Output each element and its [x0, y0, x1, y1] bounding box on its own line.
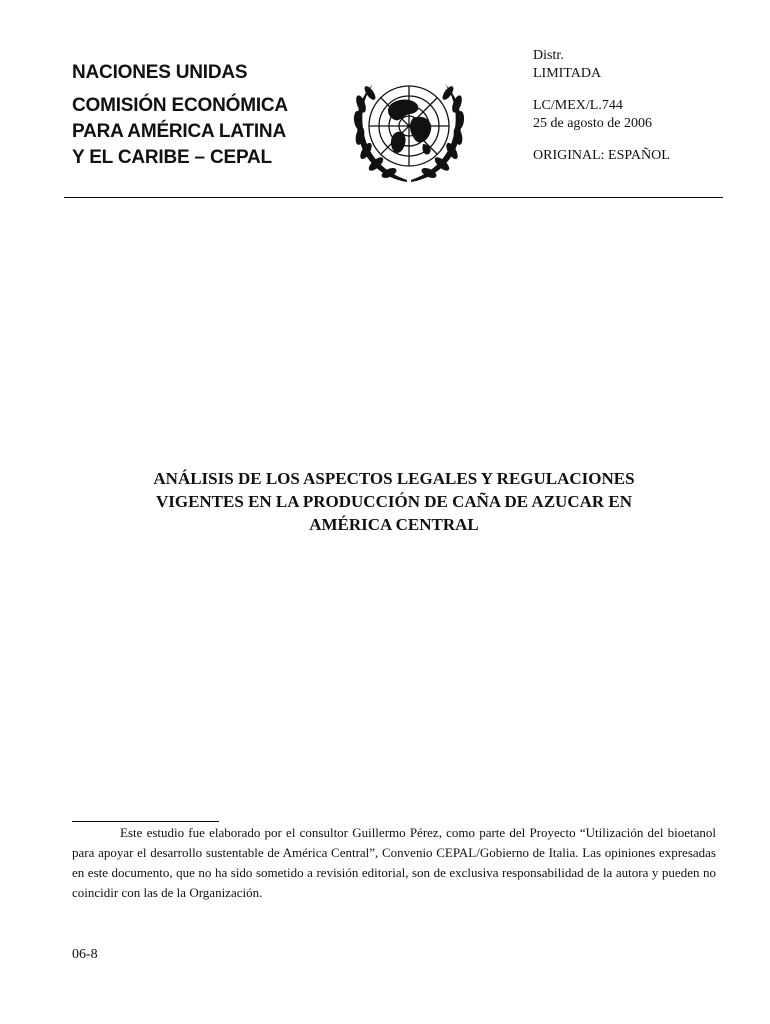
organization-block	[72, 60, 288, 171]
title-line: AMÉRICA CENTRAL	[309, 515, 479, 534]
title-line: ANÁLISIS DE LOS ASPECTOS LEGALES Y REGULACIONES	[153, 469, 635, 488]
commission-name	[72, 93, 288, 171]
distribution-group	[533, 47, 670, 83]
commission-line: PARA AMÉRICA LATINA	[72, 121, 286, 142]
document-symbol: LC/MEX/L.744	[533, 98, 623, 113]
commission-line: COMISIÓN ECONÓMICA	[72, 95, 288, 116]
symbol-date-group	[533, 97, 670, 133]
header-divider	[64, 197, 723, 198]
original-language: ORIGINAL: ESPAÑOL	[533, 148, 670, 163]
footnote-text: Este estudio fue elaborado por el consultor Guillermo Pérez, como parte del Proyecto “Utilización del bioetanol para apoyar el desarrollo sustentable de América Central”, Convenio CEPAL/Gobierno de Italia. Las opiniones expresadas en este documento, que no ha sido sometido a revisión editorial, son de exclusiva responsabilidad de la autora y pueden no coincidir con las de la Organización.	[72, 825, 716, 900]
document-date: 25 de agosto de 2006	[533, 116, 652, 131]
document-number: 06-8	[72, 947, 98, 962]
distribution-value: LIMITADA	[533, 66, 602, 81]
organization-name: NACIONES UNIDAS	[72, 62, 248, 83]
document-metadata	[533, 47, 670, 179]
language-group	[533, 147, 670, 165]
commission-line: Y EL CARIBE – CEPAL	[72, 147, 272, 168]
document-title	[100, 467, 688, 536]
footnote-divider	[72, 821, 219, 822]
title-line: VIGENTES EN LA PRODUCCIÓN DE CAÑA DE AZUCAR EN	[155, 492, 633, 511]
united-nations-emblem-icon	[351, 74, 467, 186]
distribution-label: Distr.	[533, 48, 564, 63]
